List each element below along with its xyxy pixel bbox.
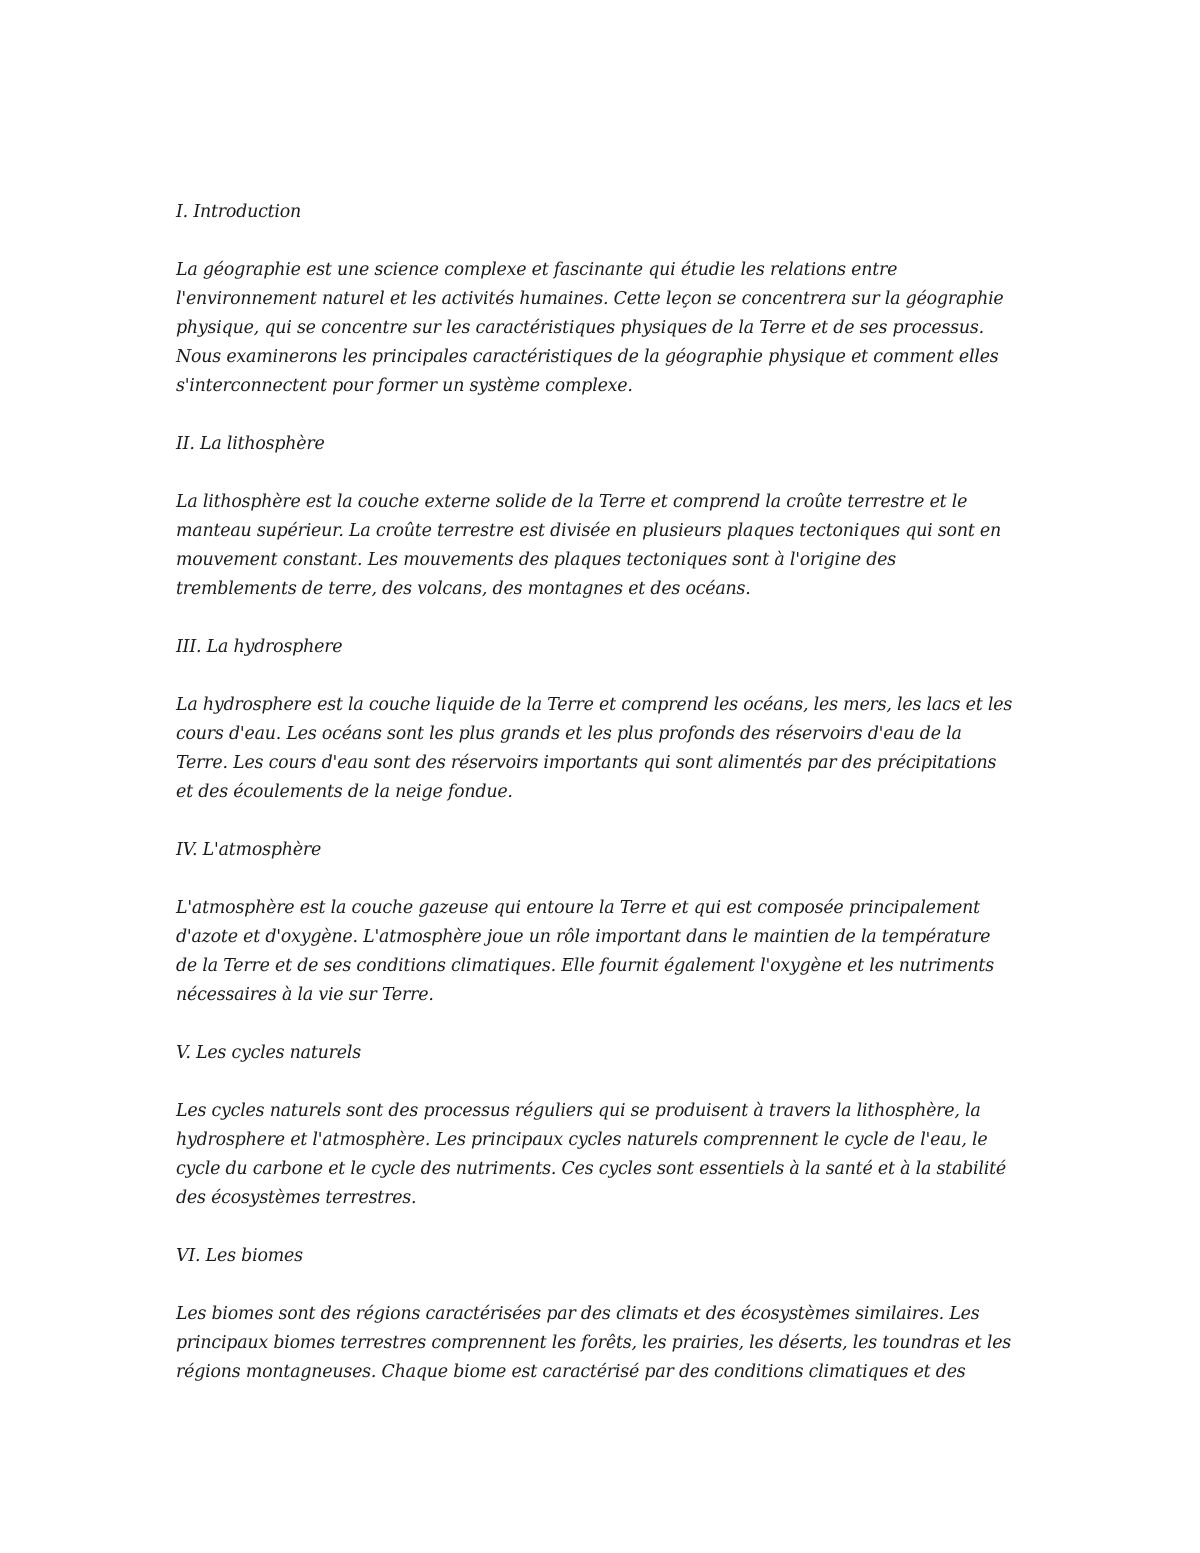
section-heading <box>176 430 1026 459</box>
paragraph-line: physique, qui se concentre sur les caractéristiques physiques de la Terre et de ses processus. <box>176 318 984 338</box>
paragraph-line: d'azote et d'oxygène. L'atmosphère joue un rôle important dans le maintien de la température <box>176 927 991 947</box>
paragraph-line: principaux biomes terrestres comprennent les forêts, les prairies, les déserts, les toundras et les <box>176 1333 1012 1353</box>
section-heading <box>176 1242 1026 1271</box>
paragraph-line: Les biomes sont des régions caractérisées par des climats et des écosystèmes similaires. Les <box>176 1304 980 1324</box>
heading-text: II. La lithosphère <box>176 434 325 454</box>
paragraph-line: et des écoulements de la neige fondue. <box>176 782 513 802</box>
paragraph-line: La hydrosphere est la couche liquide de la Terre et comprend les océans, les mers, les lacs et les <box>176 695 1013 715</box>
section-heading <box>176 198 1026 227</box>
section-paragraph <box>176 1300 1026 1387</box>
paragraph-line: Terre. Les cours d'eau sont des réservoirs importants qui sont alimentés par des précipitations <box>176 753 997 773</box>
paragraph-line: hydrosphere et l'atmosphère. Les principaux cycles naturels comprennent le cycle de l'eau, le <box>176 1130 988 1150</box>
paragraph-line: des écosystèmes terrestres. <box>176 1188 417 1208</box>
section-heading <box>176 1039 1026 1068</box>
section-paragraph <box>176 894 1026 1010</box>
paragraph-line: s'interconnectent pour former un système complexe. <box>176 376 633 396</box>
paragraph-line: régions montagneuses. Chaque biome est caractérisé par des conditions climatiques et des <box>176 1362 966 1382</box>
heading-text: V. Les cycles naturels <box>176 1043 361 1063</box>
section-paragraph <box>176 1097 1026 1213</box>
paragraph-line: mouvement constant. Les mouvements des plaques tectoniques sont à l'origine des <box>176 550 896 570</box>
heading-text: III. La hydrosphere <box>176 637 343 657</box>
paragraph-line: tremblements de terre, des volcans, des montagnes et des océans. <box>176 579 751 599</box>
section-paragraph <box>176 488 1026 604</box>
section-heading <box>176 836 1026 865</box>
paragraph-line: Nous examinerons les principales caractéristiques de la géographie physique et comment elles <box>176 347 999 367</box>
paragraph-line: nécessaires à la vie sur Terre. <box>176 985 434 1005</box>
section-heading <box>176 633 1026 662</box>
section-paragraph <box>176 256 1026 401</box>
heading-text: I. Introduction <box>176 202 302 222</box>
paragraph-line: L'atmosphère est la couche gazeuse qui entoure la Terre et qui est composée principalement <box>176 898 980 918</box>
heading-text: VI. Les biomes <box>176 1246 303 1266</box>
paragraph-line: La géographie est une science complexe et fascinante qui étudie les relations entre <box>176 260 898 280</box>
heading-text: IV. L'atmosphère <box>176 840 322 860</box>
paragraph-line: l'environnement naturel et les activités humaines. Cette leçon se concentrera sur la géographie <box>176 289 1004 309</box>
paragraph-line: cycle du carbone et le cycle des nutriments. Ces cycles sont essentiels à la santé et à la stabilité <box>176 1159 1007 1179</box>
document-body <box>176 198 1026 1416</box>
paragraph-line: Les cycles naturels sont des processus réguliers qui se produisent à travers la lithosphère, la <box>176 1101 981 1121</box>
paragraph-line: manteau supérieur. La croûte terrestre est divisée en plusieurs plaques tectoniques qui sont en <box>176 521 1002 541</box>
paragraph-line: cours d'eau. Les océans sont les plus grands et les plus profonds des réservoirs d'eau de la <box>176 724 962 744</box>
paragraph-line: de la Terre et de ses conditions climatiques. Elle fournit également l'oxygène et les nutriments <box>176 956 994 976</box>
paragraph-line: La lithosphère est la couche externe solide de la Terre et comprend la croûte terrestre et le <box>176 492 968 512</box>
section-paragraph <box>176 691 1026 807</box>
